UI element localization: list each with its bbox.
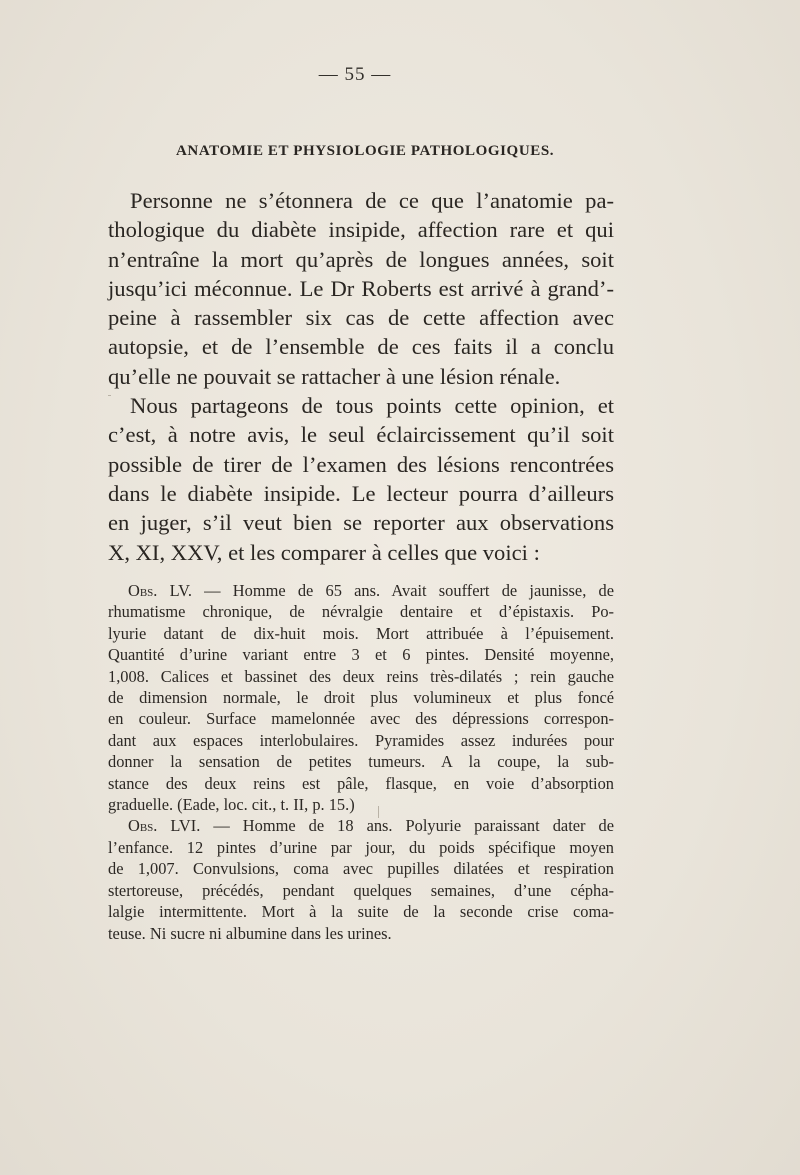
paragraph-intro — [108, 186, 614, 391]
observation-label: Obs. LV. — [128, 581, 192, 600]
text-line: c’est, à notre avis, le seul éclaircissement qu’il soit — [108, 422, 614, 448]
observation-first-line — [108, 580, 614, 601]
text-line: stertoreuse, précédés, pendant quelques semaines, d’une cépha- — [108, 880, 614, 900]
text-line: stance des deux reins est pâle, flasque, en voie d’absorption — [108, 773, 614, 793]
observation-first-line — [108, 815, 614, 836]
observation-label: Obs. LVI. — [128, 816, 201, 836]
text-line: qu’elle ne pouvait se rattacher à une lésion rénale. — [108, 363, 561, 389]
text-line: thologique du diabète insipide, affection rare et qui — [108, 217, 614, 243]
text-line: dant aux espaces interlobulaires. Pyramides assez indurées pour — [108, 730, 614, 750]
text-line: lalgie intermittente. Mort à la suite de la seconde crise coma- — [108, 902, 614, 922]
text-line: n’entraîne la mort qu’après de longues années, soit — [108, 246, 614, 272]
text-line: lyurie datant de dix-huit mois. Mort attribuée à l’épuisement. — [108, 623, 614, 643]
text-line: graduelle. (Eade, loc. cit., t. II, p. 15.) — [108, 795, 355, 815]
observation-text: — Homme de 65 ans. Avait souffert de jaunisse, de — [191, 581, 614, 600]
page-number: — 55 — — [318, 64, 392, 85]
text-line: Nous partageons de tous points cette opinion, et — [130, 393, 614, 419]
observation-56 — [108, 815, 614, 943]
text-line: de dimension normale, le droit plus volumineux et plus foncé — [108, 688, 614, 708]
observations — [108, 580, 614, 944]
text-line: 1,008. Calices et bassinet des deux reins très-dilatés ; rein gauche — [108, 666, 614, 686]
text-line: X, XI, XXV, et les comparer à celles que voici : — [108, 539, 540, 565]
paragraph-opinion — [108, 391, 614, 567]
text-line: Personne ne s’étonnera de ce que l’anatomie pa- — [130, 188, 614, 213]
text-line: teuse. Ni sucre ni albumine dans les urines. — [108, 923, 392, 943]
text-line: en juger, s’il veut bien se reporter aux observations — [108, 510, 614, 536]
text-line: donner la sensation de petites tumeurs. A la coupe, la sub- — [108, 752, 614, 772]
text-line: de 1,007. Convulsions, coma avec pupilles dilatées et respiration — [108, 859, 614, 879]
text-line: autopsie, et de l’ensemble de ces faits il a conclu — [108, 334, 614, 360]
main-text — [108, 186, 614, 567]
text-line: l’enfance. 12 pintes d’urine par jour, du poids spécifique moyen — [108, 837, 614, 857]
observation-text: — Homme de 18 ans. Polyurie paraissant dater de — [200, 816, 614, 836]
text-line: possible de tirer de l’examen des lésions rencontrées — [108, 451, 614, 477]
text-line: en couleur. Surface mamelonnée avec des dépressions correspon- — [108, 709, 614, 729]
text-line: dans le diabète insipide. Le lecteur pourra d’ailleurs — [108, 480, 614, 506]
section-heading: ANATOMIE ET PHYSIOLOGIE PATHOLOGIQUES. — [176, 143, 555, 159]
text-line: peine à rassembler six cas de cette affection avec — [108, 305, 614, 331]
observation-55 — [108, 580, 614, 815]
text-line: jusqu’ici méconnue. Le Dr Roberts est arrivé à grand’- — [108, 275, 614, 301]
text-line: Quantité d’urine variant entre 3 et 6 pintes. Densité moyenne, — [108, 645, 614, 665]
text-line: rhumatisme chronique, de névralgie dentaire et d’épistaxis. Po- — [108, 602, 614, 622]
